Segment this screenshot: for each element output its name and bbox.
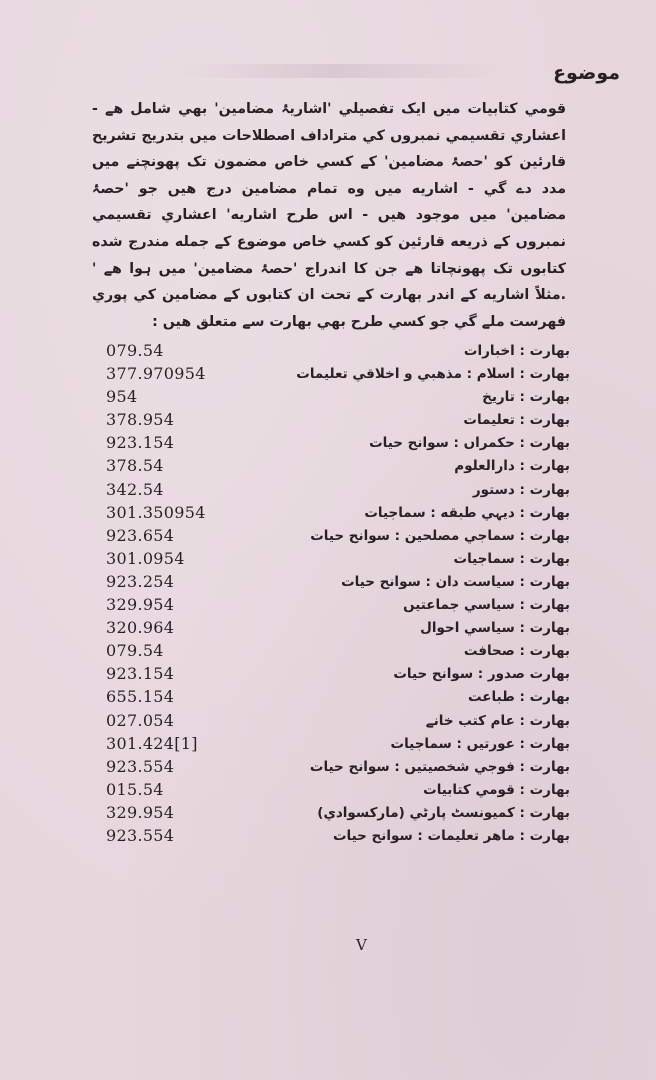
index-entry: [100, 503, 570, 526]
index-entry: [100, 456, 570, 479]
subject-heading: بھارت : دارالعلوم: [454, 458, 570, 475]
class-number: 329.954: [106, 802, 175, 822]
subject-heading: بھارت : سماجي مصلحين : سوانح حيات: [310, 527, 570, 544]
subject-heading: بھارت : عورتيں : سماجيات: [390, 735, 570, 752]
subject-heading: بھارت : قومي كتابيات: [423, 781, 570, 798]
index-entry: [100, 711, 570, 734]
index-entry: [100, 757, 570, 780]
subject-heading: بھارت : حکمراں : سوانح حيات: [369, 435, 570, 452]
class-number: 079.54: [106, 341, 164, 360]
class-number: 342.54: [106, 479, 164, 499]
class-number: 301.350954: [106, 502, 206, 522]
index-entry: [100, 734, 570, 757]
class-number: 301.0954: [106, 548, 185, 568]
class-number: 378.954: [106, 410, 175, 430]
index-entry: [100, 410, 570, 433]
subject-heading: بھارت صدور : سوانح حيات: [393, 666, 570, 683]
page-number: V: [356, 936, 367, 954]
subject-heading: بھارت : عام كتب خانے: [425, 712, 570, 729]
subject-heading: بھارت : سماجيات: [453, 550, 570, 567]
index-entry: [100, 480, 570, 503]
class-number: 923.154: [106, 664, 175, 684]
class-number: 027.054: [106, 710, 175, 730]
index-entry: [100, 387, 570, 410]
index-entry: [100, 549, 570, 572]
subject-heading: بھارت : ماهر تعليمات : سوانح حيات: [332, 827, 570, 844]
class-number: 301.424[1]: [106, 733, 198, 753]
subject-heading: بھارت : صحافت: [463, 643, 570, 660]
index-entry: [100, 341, 570, 364]
subject-heading: بھارت : ديہي طبقه : سماجيات: [364, 504, 570, 521]
subject-heading: بھارت : اخبارات: [463, 343, 570, 359]
subject-heading: بھارت : اسلام : مذھبي و اخلاقي تعليمات: [296, 366, 570, 383]
class-number: 378.54: [106, 456, 164, 476]
index-entry: [100, 641, 570, 664]
intro-paragraph: قومي كتابيات ميں ايک تفصيلي 'اشاريۂ مضامين' بھي شامل ھے - اعشاري تقسيمي نمبروں كي متراداف اصطلاحات ميں بتدريج تشريح قارئين كو 'حصۂ مضامين' كے كسي خاص مضمون تک پهونچنے ميں مدد دے گي - اشاريه ميں وه تمام مضامين درج هيں جو 'حصۂ مضامين' ميں موجود هيں - اس طرح اشاريه' اعشاري تقسيمي نمبروں كے ذريعه قارئين كو كسي خاص موضوع كے جمله مندرج شده كتابوں تک پهونچاتا ھے جن كا اندراج 'حصۂ مضامين' ميں ہوا ھے ' .مثلاً اشاريه كے اندر بهارت كے تحت ان كتابوں كے مضامين كي پوري فهرست ملے گي جو كسي طرح بهي بهارت سے متعلق هيں :: [92, 101, 566, 330]
subject-heading: بھارت : تعليمات: [463, 412, 570, 429]
subject-heading: بھارت : فوجي شخصيتيں : سوانح حيات: [309, 758, 570, 775]
subject-heading: بھارت : طباعت: [468, 689, 570, 706]
index-entry: [100, 803, 570, 826]
class-number: 923.554: [106, 756, 175, 776]
index-entry: [100, 572, 570, 595]
subject-heading: بھارت : كميونسٹ پارٹي (ماركسوادي): [317, 804, 570, 821]
subject-heading: بھارت : سياست دان : سوانح حيات: [341, 573, 570, 590]
class-number: 015.54: [106, 779, 164, 799]
subject-heading: بھارت : دستور: [472, 481, 570, 498]
index-entry: [100, 618, 570, 641]
subject-heading: بھارت : سياسي احوال: [420, 620, 570, 637]
page-heading: موضوع: [553, 62, 620, 84]
index-entry: [100, 526, 570, 549]
index-entry: [100, 826, 570, 849]
class-number: 320.964: [106, 618, 175, 638]
class-number: 329.954: [106, 595, 175, 615]
subject-heading: بھارت : تاريخ: [482, 389, 570, 406]
ink-bleed-through: [170, 64, 500, 78]
class-number: 923.154: [106, 433, 175, 453]
class-number: 923.554: [106, 825, 175, 845]
index-entry: [100, 433, 570, 456]
index-entries: [100, 341, 570, 849]
class-number: 079.54: [106, 641, 164, 661]
index-entry: [100, 780, 570, 803]
class-number: 377.970954: [106, 364, 206, 384]
subject-heading: بھارت : سياسي جماعتيں: [403, 597, 570, 614]
class-number: 655.154: [106, 687, 175, 707]
class-number: 923.254: [106, 571, 175, 591]
class-number: 923.654: [106, 525, 175, 545]
index-entry: [100, 687, 570, 710]
class-number: 954: [106, 387, 138, 407]
index-entry: [100, 364, 570, 387]
index-entry: [100, 664, 570, 687]
index-entry: [100, 595, 570, 618]
